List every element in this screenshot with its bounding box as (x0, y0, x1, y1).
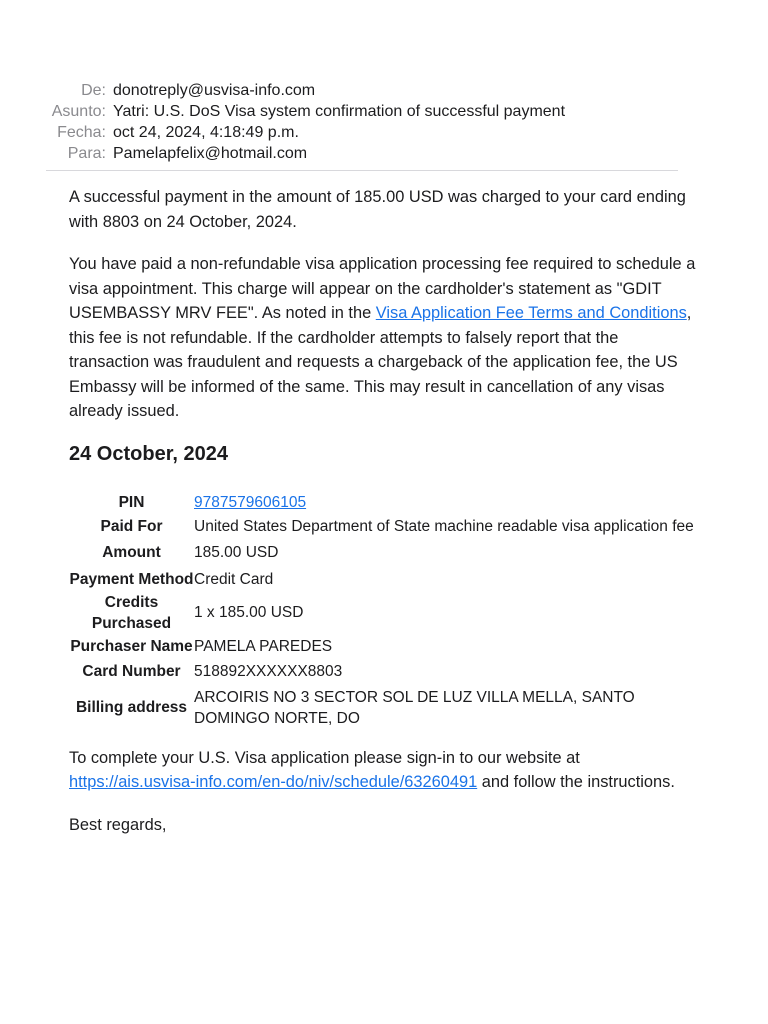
payment-method-value: Credit Card (194, 570, 274, 588)
table-row (69, 491, 701, 515)
email-header (0, 80, 680, 164)
paid-for-value: United States Department of State machine readable visa application fee (194, 517, 694, 535)
table-row (69, 591, 701, 635)
payment-details-table (69, 491, 701, 730)
table-row (69, 538, 701, 568)
table-row (69, 568, 701, 591)
header-divider (46, 170, 678, 171)
refund-policy-text-2: , this fee is not refundable. If the cardholder attempts to falsely report that the transaction was fraudulent and requests a chargeback of the application fee, the US Embassy will be informed of the same. This may result in cancellation of any visas already issued. (69, 304, 692, 420)
amount-label: Amount (102, 544, 161, 561)
to-label: Para: (67, 144, 106, 162)
refund-policy-text-1: You have paid a non-refundable visa application processing fee required to schedule a visa appointment. This charge will appear on the cardholder's statement as "GDIT USEMBASSY MRV FEE". As noted in the (69, 255, 696, 322)
to-row (0, 143, 680, 164)
paid-for-label: Paid For (100, 517, 163, 535)
instructions-text-1: To complete your U.S. Visa application please sign-in to our website at (69, 748, 580, 767)
date-label: Fecha: (57, 123, 106, 141)
table-row (69, 635, 701, 658)
payment-method-label: Payment Method (69, 570, 194, 588)
table-row (69, 658, 701, 686)
from-row (0, 80, 680, 101)
table-row (69, 686, 701, 730)
instructions-paragraph (69, 746, 701, 795)
credits-purchased-label: Credits Purchased (91, 593, 172, 632)
subject-value: Yatri: U.S. DoS Visa system confirmation of successful payment (113, 102, 566, 120)
to-value[interactable]: Pamelapfelix@hotmail.com (113, 144, 308, 162)
closing-text: Best regards, (69, 815, 167, 834)
pin-link[interactable]: 9787579606105 (194, 494, 307, 511)
payment-summary-paragraph: A successful payment in the amount of 185.00 USD was charged to your card ending with 8803 on 24 October, 2024. (69, 188, 686, 231)
purchaser-name-label: Purchaser Name (70, 637, 193, 655)
table-row (69, 515, 701, 538)
date-value: oct 24, 2024, 4:18:49 p.m. (113, 123, 299, 141)
amount-value: 185.00 USD (194, 544, 279, 561)
from-value[interactable]: donotreply@usvisa-info.com (113, 81, 316, 99)
purchaser-name-value: PAMELA PAREDES (194, 637, 333, 655)
subject-row (0, 101, 680, 122)
date-row (0, 122, 680, 143)
terms-link[interactable]: Visa Application Fee Terms and Conditions (375, 304, 687, 322)
billing-address-label: Billing address (75, 699, 188, 716)
from-label: De: (81, 81, 106, 99)
card-number-value: 518892XXXXXX8803 (194, 663, 343, 680)
schedule-link[interactable]: https://ais.usvisa-info.com/en-do/niv/schedule/63260491 (69, 773, 478, 791)
credits-purchased-value: 1 x 185.00 USD (194, 604, 304, 621)
email-body (69, 185, 701, 855)
refund-policy-paragraph (69, 252, 701, 424)
billing-address-value: ARCOIRIS NO 3 SECTOR SOL DE LUZ VILLA MELLA, SANTO DOMINGO NORTE, DO (194, 688, 635, 727)
instructions-text-2: and follow the instructions. (477, 773, 675, 791)
pin-label: PIN (118, 494, 145, 511)
subject-label: Asunto: (51, 102, 106, 120)
card-number-label: Card Number (82, 663, 181, 680)
receipt-date-heading: 24 October, 2024 (69, 442, 228, 465)
